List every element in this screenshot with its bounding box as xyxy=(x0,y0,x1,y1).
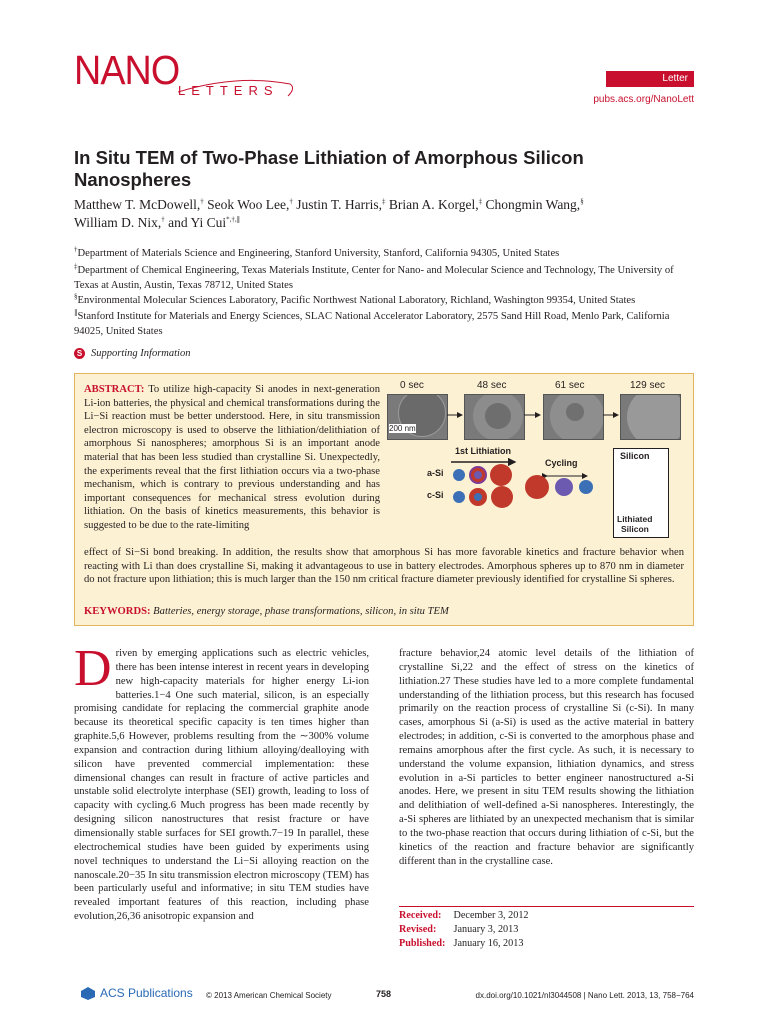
author[interactable]: Seok Woo Lee, xyxy=(203,197,290,212)
journal-logo: NANO xyxy=(74,47,180,93)
affiliation: ‡Department of Chemical Engineering, Texas Materials Institute, Center for Nano- and Molecular Science and Technology, The University of Texas at Austin, Austin, Texas 78712, United States xyxy=(74,262,674,291)
author[interactable]: William D. Nix, xyxy=(74,215,162,230)
body-left-column: Driven by emerging applications such as electric vehicles, there has been intense interest in recent years in developing new high-capacity materials for higher energy Li-ion batteries.1−4 One such material, silicon, is an especially promising candidate for replacing the commercial graphite anode because its theoretical specific capacity is ten times higher than graphite.5,6 However, problems resulting from the ∼300% volume expansion and contraction during lithium alloying/dealloying with silicon have prevented commercial implementation: these dimensional changes can result in fracture of active particles and unstable solid electrolyte interphase (SEI) growth, leading to loss of capacity with cycling.6 Much progress has been made recently by designing silicon nanostructures that resist fracture or have dimensionally stable surfaces for SEI growth.7−19 In parallel, these electrochemical studies have been guided by experiments using novel techniques to understand the Li−Si alloying reaction on the nanoscale.20−35 In situ transmission electron microscopy (TEM) has been particularly useful and informative; in situ TEM studies have revealed important features of this reaction, including phase evolution,26,36 anisotropic expansion and xyxy=(74,640,369,923)
keywords: KEYWORDS: Batteries, energy storage, phase transformations, silicon, in situ TEM xyxy=(84,606,449,617)
time-label: 61 sec xyxy=(555,380,585,391)
author[interactable]: Matthew T. McDowell, xyxy=(74,197,201,212)
legend-silicon: Silicon xyxy=(620,451,650,461)
author[interactable]: Justin T. Harris, xyxy=(292,197,383,212)
author-list: Matthew T. McDowell,† Seok Woo Lee,† Justin T. Harris,‡ Brian A. Korgel,‡ Chongmin Wang,§ William D. Nix,† and Yi Cui*,†,∥ xyxy=(74,197,584,230)
page-number: 758 xyxy=(376,989,392,999)
date-received: Received: December 3, 2012 xyxy=(399,910,529,921)
drop-cap: D xyxy=(74,640,112,697)
journal-url-link[interactable]: pubs.acs.org/NanoLett xyxy=(593,94,694,105)
scale-bar-label: 200 nm xyxy=(389,424,416,433)
abstract-text-wrapped: ABSTRACT: To utilize high-capacity Si anodes in next-generation Li-ion batteries, the physical and chemical transformations during the Li−Si reaction must be better understood. Here, in situ transmission electron microscopy is used to observe the lithiation/delithiation of amorphous Si nanospheres; amorphous Si is an important anode material that has been less studied than crystalline Si. Unexpectedly, the experiments reveal that the first lithiation occurs via a two-phase mechanism, which is contrary to previous understanding and has important consequences for mechanical stress evolution during lithiation. On the basis of kinetics measurements, this behavior is suggested to be due to the rate-limiting xyxy=(84,384,380,531)
abstract-box xyxy=(74,373,694,626)
article-title: In Situ TEM of Two-Phase Lithiation of Amorphous Silicon Nanospheres xyxy=(74,147,584,190)
cycling-label: Cycling xyxy=(545,458,578,468)
journal-subtitle: LETTERS xyxy=(178,83,279,98)
legend-lithiated: Lithiated xyxy=(617,514,653,524)
copyright: © 2013 American Chemical Society xyxy=(206,991,332,1000)
author[interactable]: and Yi Cui xyxy=(164,215,227,230)
time-label: 48 sec xyxy=(477,380,507,391)
author[interactable]: Chongmin Wang, xyxy=(482,197,581,212)
supporting-info-icon: S xyxy=(74,348,85,359)
time-label: 129 sec xyxy=(630,380,666,391)
affiliation: §Environmental Molecular Sciences Laboratory, Pacific Northwest National Laboratory, Richland, Washington 99354, United States xyxy=(74,292,636,306)
date-revised: Revised: January 3, 2013 xyxy=(399,924,519,935)
supporting-information-link[interactable]: S Supporting Information xyxy=(74,348,190,359)
article-type-badge: Letter xyxy=(606,71,694,87)
toc-figure xyxy=(387,378,691,540)
acs-hexagon-icon xyxy=(80,986,96,1000)
a-si-label: a-Si xyxy=(427,468,444,478)
publisher-logo: ACS Publications xyxy=(80,986,193,1000)
c-si-label: c-Si xyxy=(427,490,444,500)
first-lithiation-label: 1st Lithiation xyxy=(455,446,511,456)
affiliation: ∥Stanford Institute for Materials and Energy Sciences, SLAC National Accelerator Laboratory, 2575 Sand Hill Road, Menlo Park, California 94025, United States xyxy=(74,308,670,337)
date-published: Published: January 16, 2013 xyxy=(399,938,524,949)
publication-dates xyxy=(399,906,694,951)
time-label: 0 sec xyxy=(400,380,424,391)
abstract-text-full: effect of Si−Si bond breaking. In addition, the results show that amorphous Si has more favorable kinetics and fracture behavior when reacting with Li than does crystalline Si, making it advantageous to use in battery electrodes. Amorphous spheres up to 870 nm in diameter do not fracture upon lithiation; this is much larger than the 150 nm critical fracture diameter previously identified for crystalline Si spheres. xyxy=(84,547,684,586)
body-right-column: fracture behavior,24 atomic level details of the lithiation of crystalline Si,22 and the effect of stress on the kinetics of lithiation.27 These studies have led to a more complete fundamental understanding of the lithiation process, but this research has focused primarily on the reaction process of crystalline Si (c-Si). In many cases, amorphous Si (a-Si) is used as the active material in battery electrodes; in addition, c-Si is converted to the amorphous phase and remains amorphous after the first cycle. As such, it is necessary to understand the volume expansion, lithiation dynamics, and stress evolution in a-Si particles to better engineer nanostructured a-Si anodes. Here, we present in situ TEM results showing the lithiation and delithiation of well-defined a-Si nanospheres. Interestingly, the a-Si spheres are lithiated by an unexpected mechanism that is similar to the two-phase reaction that occurs during lithiation of c-Si, but the kinetics of the reaction and fracture behavior are significantly different than in the crystalline case. xyxy=(399,648,694,867)
doi-link[interactable]: dx.doi.org/10.1021/nl3044508 | Nano Lett. 2013, 13, 758−764 xyxy=(475,991,694,1000)
legend-lithiated-silicon: Silicon xyxy=(621,524,649,534)
affiliation: †Department of Materials Science and Engineering, Stanford University, Stanford, California 94305, United States xyxy=(74,245,560,259)
author[interactable]: Brian A. Korgel, xyxy=(385,197,479,212)
